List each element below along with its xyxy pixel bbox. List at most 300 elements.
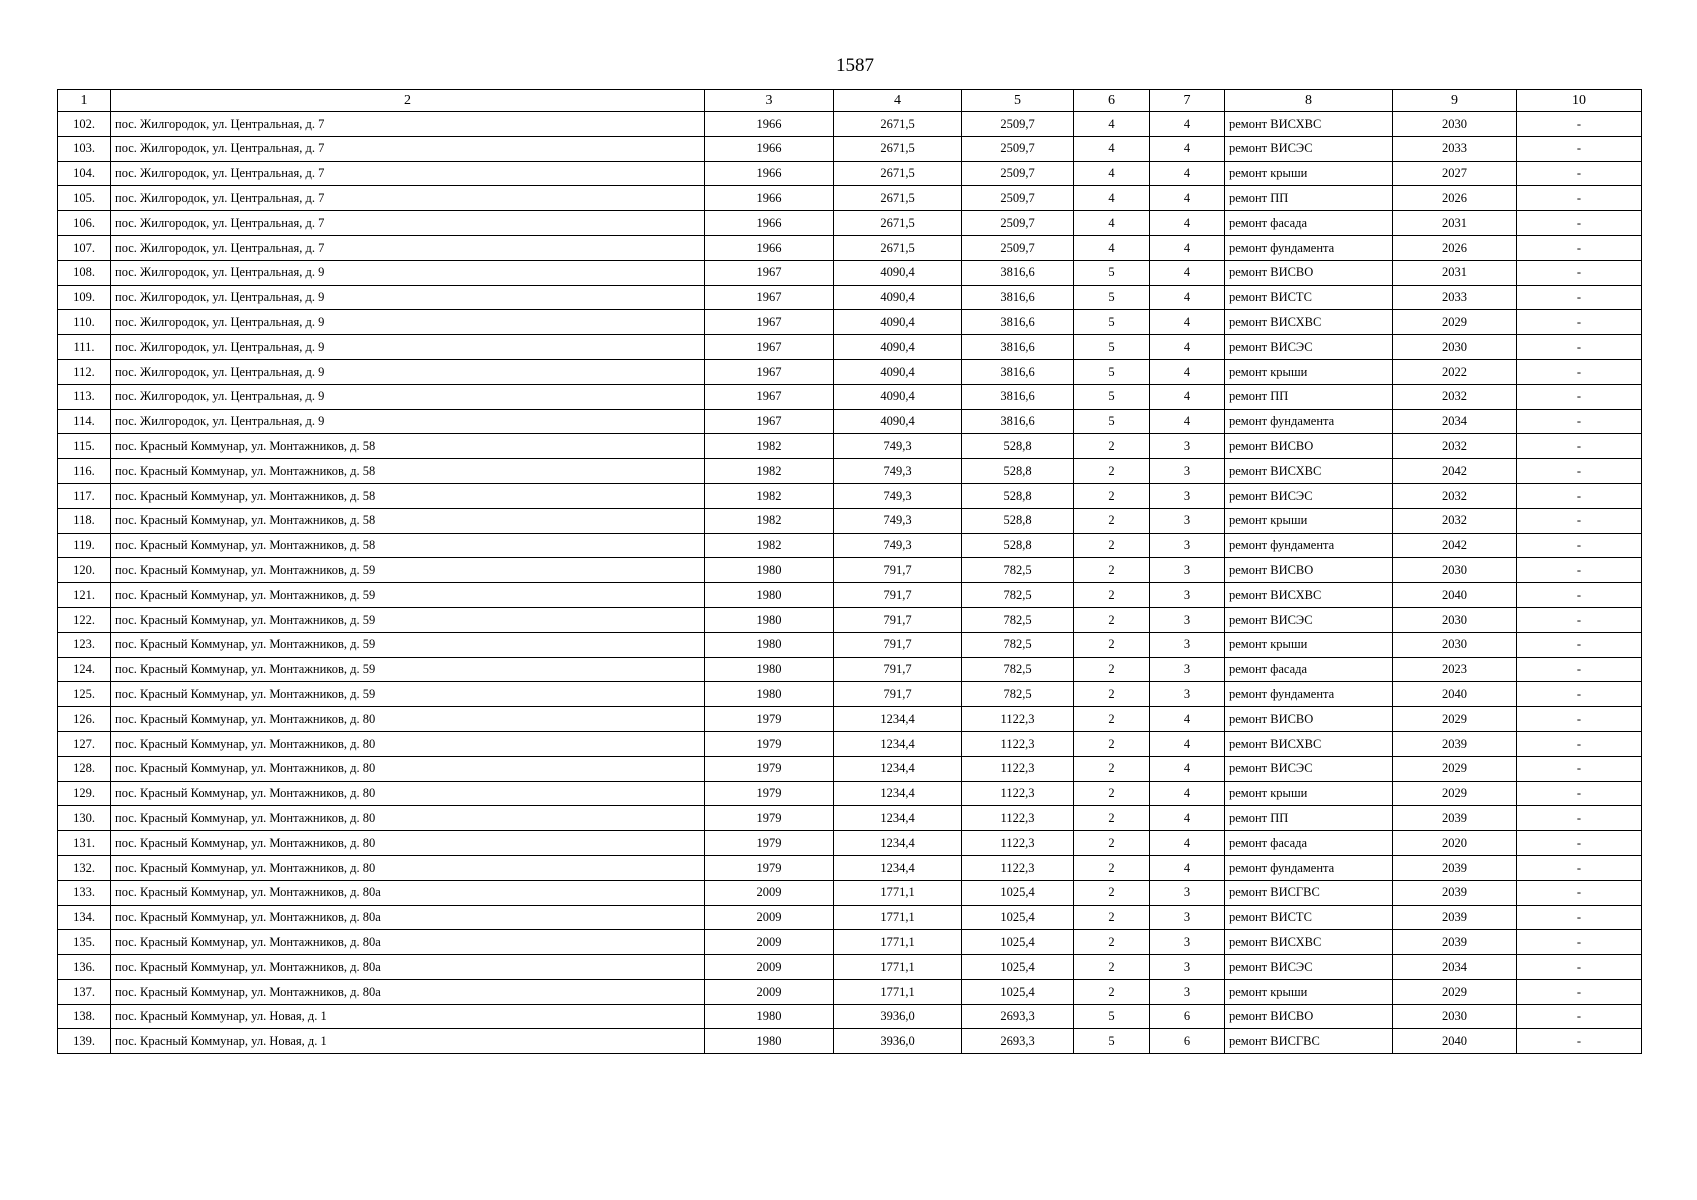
cell-year-built: 1979 (705, 855, 834, 880)
cell-entrances: 4 (1150, 831, 1225, 856)
cell-entrances: 4 (1150, 806, 1225, 831)
cell-address: пос. Красный Коммунар, ул. Монтажников, д. 80 (111, 855, 705, 880)
cell-year-built: 1967 (705, 335, 834, 360)
cell-total-area: 791,7 (834, 657, 962, 682)
cell-year-built: 1979 (705, 731, 834, 756)
cell-entrances: 4 (1150, 161, 1225, 186)
cell-living-area: 2509,7 (962, 211, 1074, 236)
cell-year-built: 1966 (705, 161, 834, 186)
cell-year-built: 2009 (705, 979, 834, 1004)
cell-row-number: 127. (58, 731, 111, 756)
cell-year-built: 2009 (705, 955, 834, 980)
cell-total-area: 749,3 (834, 434, 962, 459)
table-row (58, 161, 1642, 186)
cell-note: - (1517, 359, 1642, 384)
cell-total-area: 791,7 (834, 558, 962, 583)
table-row (58, 434, 1642, 459)
cell-work-type: ремонт крыши (1225, 632, 1393, 657)
cell-row-number: 103. (58, 136, 111, 161)
cell-year-built: 1982 (705, 434, 834, 459)
cell-total-area: 4090,4 (834, 335, 962, 360)
cell-address: пос. Красный Коммунар, ул. Монтажников, д. 80 (111, 707, 705, 732)
cell-address: пос. Красный Коммунар, ул. Монтажников, д. 80 (111, 831, 705, 856)
cell-planned-year: 2033 (1393, 285, 1517, 310)
cell-living-area: 1122,3 (962, 781, 1074, 806)
cell-total-area: 791,7 (834, 583, 962, 608)
cell-entrances: 4 (1150, 731, 1225, 756)
table-row (58, 211, 1642, 236)
table-row (58, 483, 1642, 508)
cell-total-area: 1771,1 (834, 880, 962, 905)
cell-planned-year: 2039 (1393, 855, 1517, 880)
cell-work-type: ремонт фундамента (1225, 533, 1393, 558)
cell-living-area: 3816,6 (962, 310, 1074, 335)
cell-address: пос. Жилгородок, ул. Центральная, д. 9 (111, 409, 705, 434)
cell-year-built: 1966 (705, 211, 834, 236)
cell-total-area: 1234,4 (834, 855, 962, 880)
table-row (58, 285, 1642, 310)
column-header-5: 5 (962, 90, 1074, 112)
cell-living-area: 1122,3 (962, 855, 1074, 880)
cell-total-area: 1771,1 (834, 955, 962, 980)
cell-note: - (1517, 483, 1642, 508)
cell-total-area: 4090,4 (834, 409, 962, 434)
cell-entrances: 3 (1150, 607, 1225, 632)
cell-row-number: 129. (58, 781, 111, 806)
table-row (58, 335, 1642, 360)
cell-living-area: 782,5 (962, 558, 1074, 583)
cell-total-area: 2671,5 (834, 136, 962, 161)
repair-schedule-table (57, 89, 1642, 1054)
column-header-7: 7 (1150, 90, 1225, 112)
table-row (58, 979, 1642, 1004)
cell-work-type: ремонт ВИСЭС (1225, 607, 1393, 632)
cell-living-area: 3816,6 (962, 335, 1074, 360)
column-header-1: 1 (58, 90, 111, 112)
cell-entrances: 4 (1150, 112, 1225, 137)
cell-entrances: 4 (1150, 310, 1225, 335)
cell-note: - (1517, 186, 1642, 211)
cell-year-built: 1967 (705, 409, 834, 434)
table-row (58, 384, 1642, 409)
cell-address: пос. Красный Коммунар, ул. Монтажников, д. 58 (111, 459, 705, 484)
cell-note: - (1517, 632, 1642, 657)
cell-living-area: 2693,3 (962, 1004, 1074, 1029)
cell-note: - (1517, 310, 1642, 335)
cell-planned-year: 2033 (1393, 136, 1517, 161)
cell-total-area: 1771,1 (834, 979, 962, 1004)
cell-planned-year: 2023 (1393, 657, 1517, 682)
cell-row-number: 126. (58, 707, 111, 732)
column-header-8: 8 (1225, 90, 1393, 112)
cell-note: - (1517, 161, 1642, 186)
cell-row-number: 115. (58, 434, 111, 459)
cell-note: - (1517, 583, 1642, 608)
cell-entrances: 3 (1150, 459, 1225, 484)
cell-entrances: 4 (1150, 136, 1225, 161)
cell-floors: 2 (1074, 682, 1150, 707)
cell-note: - (1517, 335, 1642, 360)
table-row (58, 731, 1642, 756)
column-header-6: 6 (1074, 90, 1150, 112)
table-row (58, 359, 1642, 384)
cell-work-type: ремонт фасада (1225, 211, 1393, 236)
cell-note: - (1517, 979, 1642, 1004)
table-row (58, 806, 1642, 831)
cell-work-type: ремонт ВИСХВС (1225, 930, 1393, 955)
table-row (58, 632, 1642, 657)
table-row (58, 1029, 1642, 1054)
cell-entrances: 3 (1150, 508, 1225, 533)
cell-entrances: 4 (1150, 285, 1225, 310)
cell-floors: 2 (1074, 707, 1150, 732)
cell-row-number: 106. (58, 211, 111, 236)
cell-floors: 4 (1074, 112, 1150, 137)
cell-note: - (1517, 831, 1642, 856)
cell-floors: 2 (1074, 459, 1150, 484)
table-row (58, 112, 1642, 137)
cell-address: пос. Жилгородок, ул. Центральная, д. 9 (111, 310, 705, 335)
table-row (58, 260, 1642, 285)
table-row (58, 583, 1642, 608)
cell-floors: 5 (1074, 409, 1150, 434)
cell-address: пос. Красный Коммунар, ул. Монтажников, д. 59 (111, 682, 705, 707)
cell-row-number: 119. (58, 533, 111, 558)
cell-year-built: 1966 (705, 112, 834, 137)
table-row (58, 1004, 1642, 1029)
cell-entrances: 3 (1150, 657, 1225, 682)
cell-work-type: ремонт ВИСЭС (1225, 756, 1393, 781)
cell-row-number: 133. (58, 880, 111, 905)
cell-living-area: 1025,4 (962, 905, 1074, 930)
cell-note: - (1517, 384, 1642, 409)
cell-year-built: 1967 (705, 285, 834, 310)
cell-living-area: 3816,6 (962, 384, 1074, 409)
cell-work-type: ремонт фасада (1225, 831, 1393, 856)
table-row (58, 657, 1642, 682)
cell-address: пос. Жилгородок, ул. Центральная, д. 9 (111, 285, 705, 310)
cell-planned-year: 2029 (1393, 310, 1517, 335)
cell-floors: 5 (1074, 1004, 1150, 1029)
cell-year-built: 1982 (705, 533, 834, 558)
cell-total-area: 4090,4 (834, 260, 962, 285)
cell-address: пос. Красный Коммунар, ул. Монтажников, д. 80 (111, 756, 705, 781)
cell-address: пос. Жилгородок, ул. Центральная, д. 7 (111, 211, 705, 236)
cell-living-area: 528,8 (962, 483, 1074, 508)
cell-floors: 2 (1074, 731, 1150, 756)
cell-total-area: 791,7 (834, 632, 962, 657)
cell-row-number: 128. (58, 756, 111, 781)
cell-living-area: 528,8 (962, 533, 1074, 558)
cell-work-type: ремонт ВИСГВС (1225, 1029, 1393, 1054)
column-header-3: 3 (705, 90, 834, 112)
cell-row-number: 111. (58, 335, 111, 360)
cell-entrances: 4 (1150, 186, 1225, 211)
cell-work-type: ремонт ВИСЭС (1225, 335, 1393, 360)
cell-row-number: 110. (58, 310, 111, 335)
cell-floors: 2 (1074, 855, 1150, 880)
cell-planned-year: 2029 (1393, 756, 1517, 781)
cell-floors: 2 (1074, 781, 1150, 806)
cell-row-number: 114. (58, 409, 111, 434)
cell-total-area: 1771,1 (834, 905, 962, 930)
cell-planned-year: 2030 (1393, 607, 1517, 632)
cell-row-number: 108. (58, 260, 111, 285)
cell-year-built: 1979 (705, 781, 834, 806)
table-row (58, 831, 1642, 856)
table-row (58, 508, 1642, 533)
cell-floors: 2 (1074, 483, 1150, 508)
cell-address: пос. Красный Коммунар, ул. Монтажников, д. 59 (111, 558, 705, 583)
cell-floors: 2 (1074, 930, 1150, 955)
cell-total-area: 1234,4 (834, 756, 962, 781)
cell-note: - (1517, 731, 1642, 756)
cell-living-area: 2509,7 (962, 136, 1074, 161)
cell-floors: 4 (1074, 136, 1150, 161)
cell-planned-year: 2039 (1393, 731, 1517, 756)
cell-total-area: 3936,0 (834, 1029, 962, 1054)
cell-row-number: 113. (58, 384, 111, 409)
cell-total-area: 3936,0 (834, 1004, 962, 1029)
cell-entrances: 3 (1150, 682, 1225, 707)
cell-address: пос. Красный Коммунар, ул. Монтажников, д. 58 (111, 508, 705, 533)
column-header-2: 2 (111, 90, 705, 112)
cell-planned-year: 2030 (1393, 112, 1517, 137)
cell-note: - (1517, 235, 1642, 260)
cell-floors: 5 (1074, 335, 1150, 360)
cell-floors: 5 (1074, 359, 1150, 384)
cell-living-area: 782,5 (962, 607, 1074, 632)
cell-work-type: ремонт ПП (1225, 806, 1393, 831)
cell-row-number: 139. (58, 1029, 111, 1054)
cell-row-number: 131. (58, 831, 111, 856)
cell-entrances: 3 (1150, 583, 1225, 608)
cell-floors: 2 (1074, 831, 1150, 856)
cell-floors: 2 (1074, 657, 1150, 682)
cell-row-number: 102. (58, 112, 111, 137)
cell-living-area: 782,5 (962, 682, 1074, 707)
cell-total-area: 749,3 (834, 533, 962, 558)
cell-living-area: 1025,4 (962, 880, 1074, 905)
cell-living-area: 1122,3 (962, 831, 1074, 856)
cell-planned-year: 2032 (1393, 483, 1517, 508)
cell-row-number: 134. (58, 905, 111, 930)
cell-planned-year: 2034 (1393, 409, 1517, 434)
cell-planned-year: 2040 (1393, 1029, 1517, 1054)
cell-year-built: 1966 (705, 235, 834, 260)
table-row (58, 855, 1642, 880)
cell-row-number: 125. (58, 682, 111, 707)
cell-work-type: ремонт крыши (1225, 781, 1393, 806)
cell-total-area: 4090,4 (834, 359, 962, 384)
cell-row-number: 109. (58, 285, 111, 310)
cell-year-built: 1980 (705, 558, 834, 583)
cell-work-type: ремонт ВИСВО (1225, 434, 1393, 459)
cell-row-number: 105. (58, 186, 111, 211)
table-row (58, 955, 1642, 980)
cell-address: пос. Красный Коммунар, ул. Монтажников, д. 80 (111, 806, 705, 831)
cell-address: пос. Жилгородок, ул. Центральная, д. 9 (111, 359, 705, 384)
cell-floors: 5 (1074, 310, 1150, 335)
cell-total-area: 1234,4 (834, 831, 962, 856)
cell-address: пос. Жилгородок, ул. Центральная, д. 9 (111, 335, 705, 360)
cell-total-area: 791,7 (834, 682, 962, 707)
cell-row-number: 112. (58, 359, 111, 384)
cell-work-type: ремонт крыши (1225, 508, 1393, 533)
cell-address: пос. Жилгородок, ул. Центральная, д. 7 (111, 161, 705, 186)
cell-note: - (1517, 955, 1642, 980)
cell-year-built: 2009 (705, 930, 834, 955)
cell-row-number: 132. (58, 855, 111, 880)
cell-work-type: ремонт ВИСХВС (1225, 731, 1393, 756)
cell-living-area: 528,8 (962, 508, 1074, 533)
cell-living-area: 528,8 (962, 434, 1074, 459)
cell-note: - (1517, 459, 1642, 484)
cell-row-number: 138. (58, 1004, 111, 1029)
cell-year-built: 1980 (705, 583, 834, 608)
cell-work-type: ремонт ВИСХВС (1225, 112, 1393, 137)
cell-row-number: 118. (58, 508, 111, 533)
table-row (58, 682, 1642, 707)
cell-total-area: 4090,4 (834, 285, 962, 310)
cell-total-area: 1234,4 (834, 707, 962, 732)
cell-planned-year: 2039 (1393, 806, 1517, 831)
cell-planned-year: 2029 (1393, 707, 1517, 732)
cell-total-area: 2671,5 (834, 112, 962, 137)
table-row (58, 235, 1642, 260)
cell-planned-year: 2039 (1393, 905, 1517, 930)
cell-total-area: 1771,1 (834, 930, 962, 955)
cell-note: - (1517, 905, 1642, 930)
cell-year-built: 1979 (705, 756, 834, 781)
cell-entrances: 4 (1150, 756, 1225, 781)
cell-address: пос. Красный Коммунар, ул. Монтажников, д. 58 (111, 434, 705, 459)
cell-note: - (1517, 781, 1642, 806)
cell-work-type: ремонт ПП (1225, 186, 1393, 211)
cell-note: - (1517, 211, 1642, 236)
cell-planned-year: 2029 (1393, 979, 1517, 1004)
cell-year-built: 1967 (705, 260, 834, 285)
cell-total-area: 791,7 (834, 607, 962, 632)
cell-address: пос. Жилгородок, ул. Центральная, д. 7 (111, 112, 705, 137)
cell-year-built: 1980 (705, 1004, 834, 1029)
cell-address: пос. Красный Коммунар, ул. Монтажников, д. 80а (111, 979, 705, 1004)
cell-floors: 5 (1074, 285, 1150, 310)
cell-living-area: 3816,6 (962, 409, 1074, 434)
cell-total-area: 749,3 (834, 459, 962, 484)
column-header-4: 4 (834, 90, 962, 112)
cell-living-area: 782,5 (962, 632, 1074, 657)
cell-planned-year: 2020 (1393, 831, 1517, 856)
cell-entrances: 4 (1150, 359, 1225, 384)
cell-entrances: 3 (1150, 955, 1225, 980)
cell-floors: 5 (1074, 260, 1150, 285)
cell-planned-year: 2032 (1393, 508, 1517, 533)
cell-living-area: 3816,6 (962, 260, 1074, 285)
cell-row-number: 122. (58, 607, 111, 632)
cell-floors: 2 (1074, 558, 1150, 583)
table-row (58, 905, 1642, 930)
cell-entrances: 3 (1150, 434, 1225, 459)
cell-living-area: 2693,3 (962, 1029, 1074, 1054)
cell-address: пос. Красный Коммунар, ул. Монтажников, д. 58 (111, 533, 705, 558)
cell-living-area: 3816,6 (962, 285, 1074, 310)
cell-living-area: 2509,7 (962, 161, 1074, 186)
cell-entrances: 3 (1150, 880, 1225, 905)
cell-work-type: ремонт крыши (1225, 979, 1393, 1004)
cell-work-type: ремонт крыши (1225, 161, 1393, 186)
cell-entrances: 6 (1150, 1029, 1225, 1054)
cell-note: - (1517, 880, 1642, 905)
cell-entrances: 3 (1150, 905, 1225, 930)
cell-work-type: ремонт ВИСХВС (1225, 583, 1393, 608)
table-row (58, 409, 1642, 434)
cell-year-built: 1980 (705, 1029, 834, 1054)
cell-work-type: ремонт фундамента (1225, 682, 1393, 707)
cell-note: - (1517, 533, 1642, 558)
cell-address: пос. Красный Коммунар, ул. Монтажников, д. 59 (111, 583, 705, 608)
cell-address: пос. Жилгородок, ул. Центральная, д. 7 (111, 186, 705, 211)
cell-work-type: ремонт ВИСВО (1225, 707, 1393, 732)
table-row (58, 707, 1642, 732)
cell-note: - (1517, 136, 1642, 161)
cell-entrances: 4 (1150, 707, 1225, 732)
cell-living-area: 1122,3 (962, 707, 1074, 732)
table-row (58, 756, 1642, 781)
cell-living-area: 782,5 (962, 657, 1074, 682)
cell-work-type: ремонт ПП (1225, 384, 1393, 409)
page-number: 1587 (836, 55, 874, 76)
cell-address: пос. Жилгородок, ул. Центральная, д. 9 (111, 260, 705, 285)
cell-entrances: 3 (1150, 632, 1225, 657)
cell-note: - (1517, 409, 1642, 434)
cell-planned-year: 2042 (1393, 459, 1517, 484)
cell-living-area: 1122,3 (962, 756, 1074, 781)
cell-entrances: 4 (1150, 409, 1225, 434)
cell-entrances: 4 (1150, 260, 1225, 285)
cell-entrances: 4 (1150, 781, 1225, 806)
table-body (58, 112, 1642, 1054)
cell-total-area: 749,3 (834, 508, 962, 533)
cell-planned-year: 2040 (1393, 583, 1517, 608)
cell-planned-year: 2027 (1393, 161, 1517, 186)
cell-note: - (1517, 806, 1642, 831)
cell-floors: 2 (1074, 632, 1150, 657)
table-row (58, 533, 1642, 558)
cell-note: - (1517, 930, 1642, 955)
cell-row-number: 137. (58, 979, 111, 1004)
cell-floors: 4 (1074, 186, 1150, 211)
table-row (58, 459, 1642, 484)
cell-planned-year: 2029 (1393, 781, 1517, 806)
cell-entrances: 4 (1150, 211, 1225, 236)
cell-row-number: 123. (58, 632, 111, 657)
cell-planned-year: 2042 (1393, 533, 1517, 558)
cell-total-area: 1234,4 (834, 731, 962, 756)
table-row (58, 558, 1642, 583)
cell-total-area: 749,3 (834, 483, 962, 508)
cell-year-built: 1979 (705, 707, 834, 732)
cell-floors: 2 (1074, 434, 1150, 459)
cell-total-area: 4090,4 (834, 384, 962, 409)
cell-planned-year: 2026 (1393, 186, 1517, 211)
cell-living-area: 1122,3 (962, 731, 1074, 756)
cell-planned-year: 2030 (1393, 335, 1517, 360)
column-header-10: 10 (1517, 90, 1642, 112)
cell-address: пос. Жилгородок, ул. Центральная, д. 7 (111, 235, 705, 260)
cell-living-area: 2509,7 (962, 235, 1074, 260)
cell-work-type: ремонт ВИСЭС (1225, 136, 1393, 161)
